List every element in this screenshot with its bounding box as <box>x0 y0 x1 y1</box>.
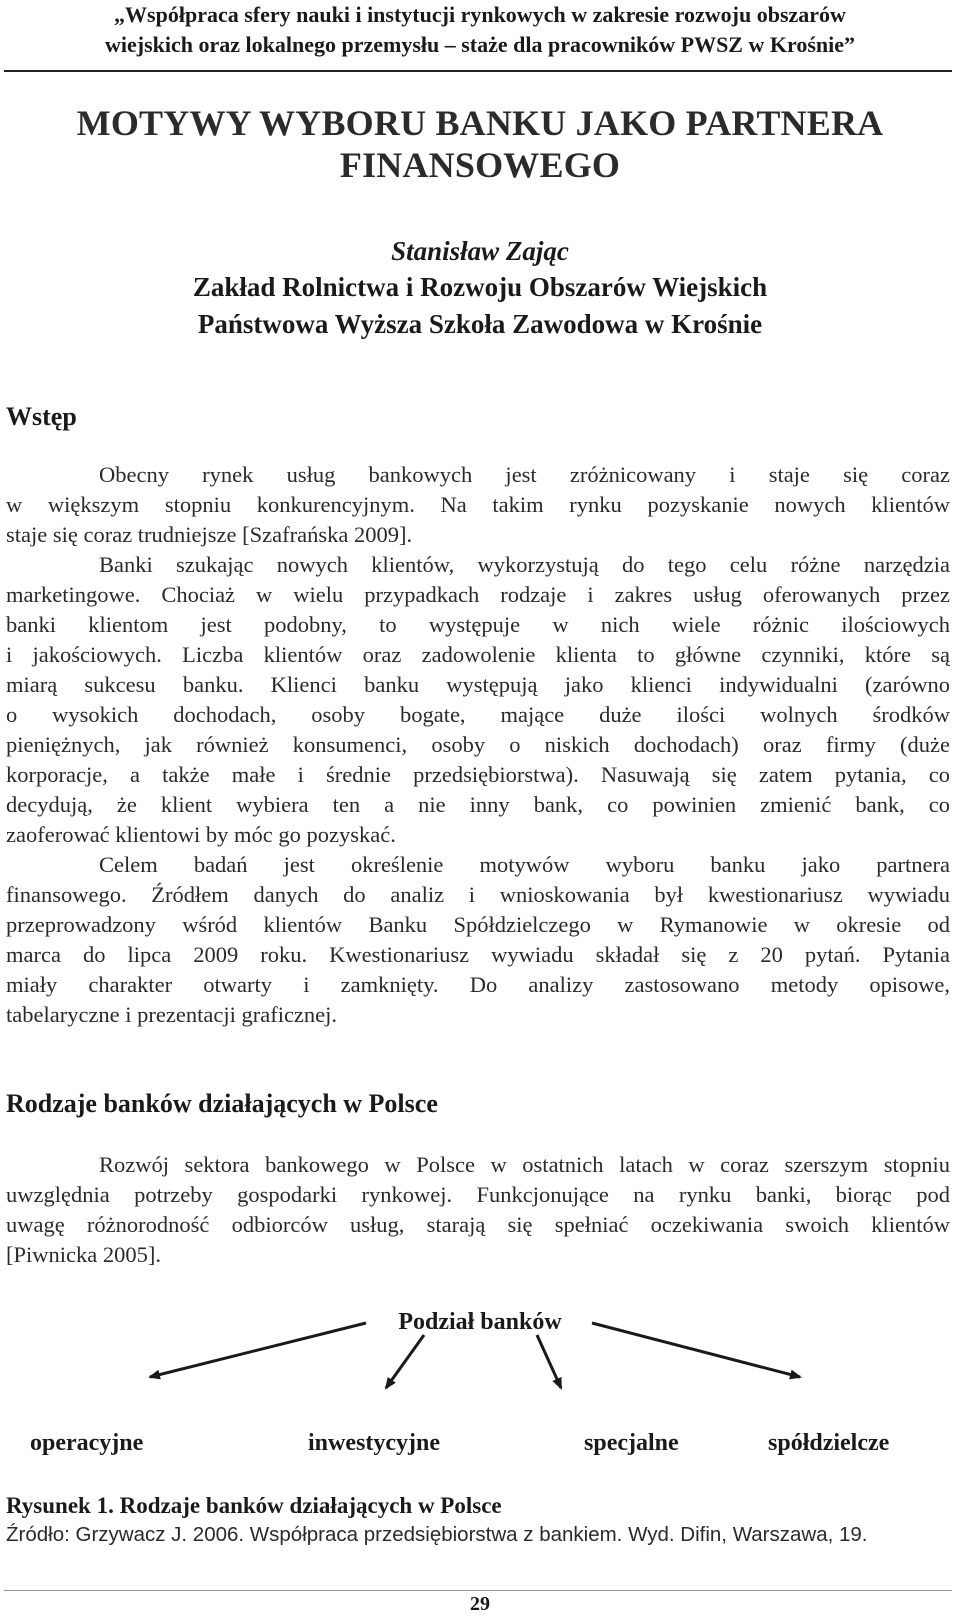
paragraph-line: decydują, że klient wybiera ten a nie inny bank, co powinien zmienić bank, co <box>6 792 950 817</box>
page-number: 29 <box>470 1593 490 1615</box>
paragraph <box>6 1150 950 1270</box>
paragraph <box>6 460 950 550</box>
diagram-arrow-spoldzielcze <box>592 1323 800 1377</box>
affiliation-department: Zakład Rolnictwa i Rozwoju Obszarów Wiejskich <box>192 272 768 302</box>
diagram-node-operacyjne: operacyjne <box>30 1430 144 1456</box>
running-header-line: „Współpraca sfery nauki i instytucji rynkowych w zakresie rozwoju obszarów <box>114 2 846 27</box>
section-heading-introduction: Wstęp <box>6 402 77 431</box>
author-name: Stanisław Zając <box>391 236 569 266</box>
running-header-line: wiejskich oraz lokalnego przemysłu – staże dla pracowników PWSZ w Krośnie” <box>104 32 856 57</box>
diagram-node-specjalne: specjalne <box>584 1430 679 1456</box>
paragraph-line: korporacje, a także małe i średnie przedsiębiorstwa). Nasuwają się zatem pytania, co <box>6 762 950 787</box>
running-header <box>0 0 960 60</box>
paragraph-line: Celem badań jest określenie motywów wyboru banku jako partnera <box>99 852 950 877</box>
paragraph-line: miały charakter otwarty i zamknięty. Do analizy zastosowano metody opisowe, <box>6 972 950 997</box>
diagram-root-node: Podział banków <box>398 1309 562 1335</box>
paper-title-line: FINANSOWEGO <box>339 145 621 185</box>
diagram-arrow-operacyjne <box>150 1323 366 1377</box>
paragraph-line: uwzględnia potrzeby gospodarki rynkowej. Funkcjonujące na rynku banki, biorąc pod <box>6 1182 950 1207</box>
paragraph <box>6 850 950 1030</box>
paragraph-line: staje się coraz trudniejsze [Szafrańska 2009]. <box>6 522 413 547</box>
paragraph-line: miarą sukcesu banku. Klienci banku występują jako klienci indywidualni (zarówno <box>6 672 950 697</box>
section-heading-bank-types: Rodzaje banków działających w Polsce <box>6 1089 438 1118</box>
paragraph-line: marca do lipca 2009 roku. Kwestionariusz wywiadu składał się z 20 pytań. Pytania <box>6 942 950 967</box>
paragraph-line: pieniężnych, jak również konsumenci, osoby o niskich dochodach) oraz firmy (duże <box>6 732 950 757</box>
diagram-node-inwestycyjne: inwestycyjne <box>308 1430 440 1456</box>
paragraph-line: przeprowadzony wśród klientów Banku Spółdzielczego w Rymanowie w okresie od <box>6 912 950 937</box>
diagram-node-spoldzielcze: spółdzielcze <box>768 1430 890 1456</box>
diagram-arrow-inwestycyjne <box>386 1335 424 1388</box>
paragraph-line: finansowego. Źródłem danych do analiz i wnioskowania był kwestionariusz wywiadu <box>6 882 950 907</box>
paragraph-line: w większym stopniu konkurencyjnym. Na takim rynku pozyskanie nowych klientów <box>6 492 950 517</box>
paragraph-line: i jakościowych. Liczba klientów oraz zadowolenie klienta to główne czynniki, które są <box>6 642 950 667</box>
diagram-arrow-specjalne <box>537 1335 561 1388</box>
diagram-arrows <box>0 1320 960 1420</box>
paragraph-line: uwagę różnorodność odbiorców usług, starają się spełniać oczekiwania swoich klientów <box>6 1212 950 1237</box>
affiliation-institution: Państwowa Wyższa Szkoła Zawodowa w Krośnie <box>197 309 763 339</box>
paper-title-line: MOTYWY WYBORU BANKU JAKO PARTNERA <box>76 103 884 143</box>
paragraph-line: [Piwnicka 2005]. <box>6 1242 161 1267</box>
paragraph-line: Rozwój sektora bankowego w Polsce w ostatnich latach w coraz szerszym stopniu <box>99 1152 950 1177</box>
paragraph-line: marketingowe. Chociaż w wielu przypadkach rodzaje i zakres usług oferowanych przez <box>6 582 950 607</box>
paragraph-line: tabelaryczne i prezentacji graficznej. <box>6 1002 338 1027</box>
paragraph-line: Obecny rynek usług bankowych jest zróżnicowany i staje się coraz <box>99 462 950 487</box>
paragraph-line: zaoferować klientowi by móc go pozyskać. <box>6 822 396 847</box>
header-divider <box>4 70 952 72</box>
paragraph-line: banki klientom jest podobny, to występuje w nich wiele różnic ilościowych <box>6 612 950 637</box>
paragraph <box>6 550 950 850</box>
paragraph-line: o wysokich dochodach, osoby bogate, mające duże ilości wolnych środków <box>6 702 950 727</box>
paragraph-line: Banki szukając nowych klientów, wykorzystują do tego celu różne narzędzia <box>99 552 950 577</box>
figure-caption: Rysunek 1. Rodzaje banków działających w Polsce <box>6 1493 502 1518</box>
figure-source: Źródło: Grzywacz J. 2006. Współpraca przedsiębiorstwa z bankiem. Wyd. Difin, Warszawa, 19. <box>6 1523 868 1546</box>
paper-title <box>0 102 960 186</box>
